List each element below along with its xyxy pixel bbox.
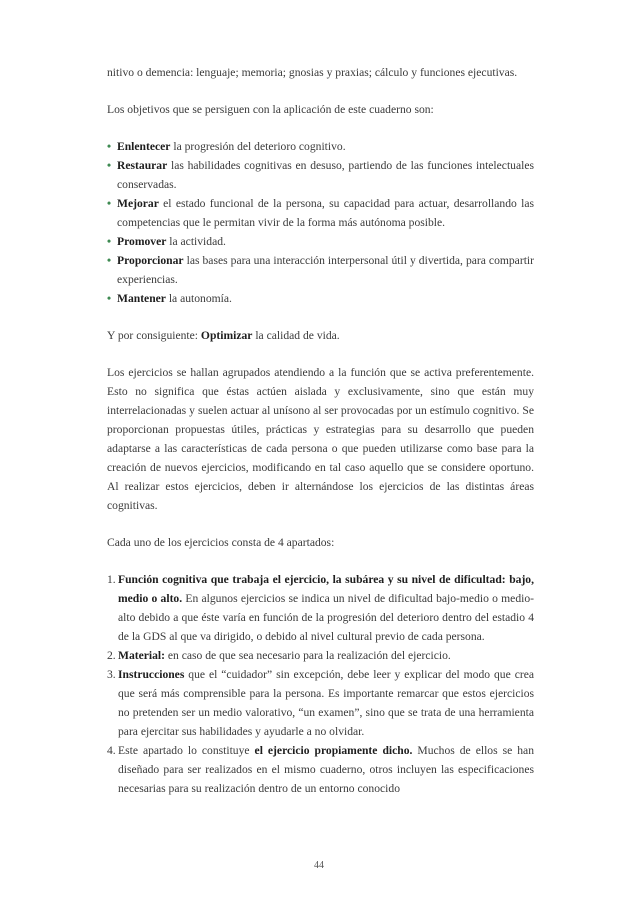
section-text: Este apartado lo constituye (118, 744, 255, 757)
objective-item (107, 194, 534, 232)
sections-list (107, 570, 534, 798)
section-item (107, 570, 534, 646)
section-item (107, 646, 534, 665)
consequence-lead: Y por consiguiente: (107, 329, 201, 342)
section-number: 2. (107, 649, 116, 662)
sections-lead: Cada uno de los ejercicios consta de 4 apartados: (107, 536, 335, 549)
objective-keyword: Enlentecer (117, 140, 171, 153)
section-item (107, 741, 534, 798)
section-title: Función cognitiva que trabaja el ejercicio, la subárea y su nivel de dificultad: bajo, medio o alto. (118, 573, 534, 605)
section-title: Instrucciones (118, 668, 185, 681)
section-number: 4. (107, 744, 116, 757)
objective-item (107, 232, 534, 251)
objectives-list (107, 137, 534, 308)
consequence-text: la calidad de vida. (252, 329, 340, 342)
objective-keyword: Mantener (117, 292, 166, 305)
objective-text: el estado funcional de la persona, su capacidad para actuar, desarrollando las competencias que le permitan vivir de la forma más autónoma posible. (117, 197, 534, 229)
objective-text: las habilidades cognitivas en desuso, partiendo de las funciones intelectuales conservadas. (117, 159, 534, 191)
section-text: En algunos ejercicios se indica un nivel de dificultad bajo-medio o medio-alto debido a que éste varía en función de la progresión del deterioro dentro del estadio 4 de la GDS al que va dirigido, o debido al nivel cultural previo de cada persona. (118, 592, 535, 643)
objective-keyword: Restaurar (117, 159, 168, 172)
bullet-icon: • (107, 140, 112, 153)
exercises-paragraph: Los ejercicios se hallan agrupados atendiendo a la función que se activa preferentemente. Esto no significa que éstas actúen aislada y exclusivamente, sino que están muy interrelacionadas y suelen actuar al unísono al ser provocadas por un estímulo cognitivo. Se proporcionan propuestas útiles, prácticas y estrategias para su desarrollo que pueden adaptarse a las características de cada persona o que pueden utilizarse como base para la creación de nuevos ejercicios, modificando en tal caso aquello que se considere oportuno. Al realizar estos ejercicios, deben ir alternándose los ejercicios de las distintas áreas cognitivas. (107, 366, 534, 512)
consequence-keyword: Optimizar (200, 329, 253, 342)
objective-item (107, 156, 534, 194)
objective-keyword: Promover (117, 235, 167, 248)
section-title: Material: (118, 649, 165, 662)
section-number: 3. (107, 668, 116, 681)
section-item (107, 665, 534, 741)
objective-item (107, 251, 534, 289)
objectives-lead: Los objetivos que se persiguen con la aplicación de este cuaderno son: (107, 103, 434, 116)
section-text: en caso de que sea necesario para la realización del ejercicio. (165, 649, 451, 662)
section-text-continued: Muchos de ellos se han diseñado para ser realizados en el mismo cuaderno, otros incluyen las especificaciones necesarias para su realización dentro de un entorno conocido (118, 744, 535, 795)
objective-keyword: Proporcionar (117, 254, 184, 267)
bullet-icon: • (107, 197, 112, 210)
document-page (107, 63, 534, 798)
bullet-icon: • (107, 292, 112, 305)
objective-text: las bases para una interacción interpersonal útil y divertida, para compartir experiencias. (117, 254, 534, 286)
bullet-icon: • (107, 159, 112, 172)
objective-item (107, 137, 534, 156)
objective-item (107, 289, 534, 308)
consequence-line (107, 326, 534, 345)
bullet-icon: • (107, 254, 112, 267)
intro-continuation: nitivo o demencia: lenguaje; memoria; gnosias y praxias; cálculo y funciones ejecutivas. (107, 66, 518, 79)
section-text: que el “cuidador” sin excepción, debe leer y explicar del modo que crea que será más comprensible para la persona. Es importante remarcar que estos ejercicios no pretenden ser un medio valorativo, “un examen”, sino que se trata de una herramienta para ejercitar sus habilidades y ayudarle a no olvidar. (118, 668, 534, 738)
objective-keyword: Mejorar (117, 197, 159, 210)
objective-text: la progresión del deterioro cognitivo. (170, 140, 346, 153)
bullet-icon: • (107, 235, 112, 248)
objective-text: la autonomía. (165, 292, 232, 305)
section-title: el ejercicio propiamente dicho. (254, 744, 413, 757)
objective-text: la actividad. (166, 235, 226, 248)
page-number: 44 (314, 860, 324, 871)
section-number: 1. (107, 573, 116, 586)
